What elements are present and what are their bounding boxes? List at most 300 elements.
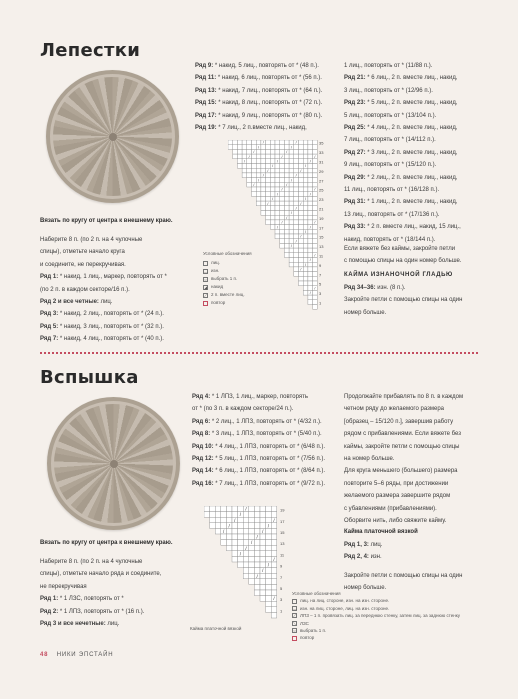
- legend-item: [203, 291, 273, 299]
- chart-symbol: /: [309, 192, 311, 197]
- instruction-line: [344, 416, 463, 428]
- chart-cell: [303, 286, 308, 291]
- chart-cell: [299, 239, 304, 244]
- legend-label: повтор: [211, 300, 226, 305]
- chart-cell: [256, 182, 261, 187]
- chart-row-number: 1: [280, 608, 283, 614]
- chart-cell: [270, 206, 275, 211]
- chart-cell: [275, 206, 280, 211]
- chart-cell: [308, 229, 313, 234]
- chart-cell: [299, 225, 304, 230]
- chart-cell: [275, 178, 280, 183]
- chart-cell: [308, 220, 313, 225]
- chart-cell: [271, 523, 277, 529]
- chart-cell: [266, 573, 272, 579]
- chart-cell: [237, 145, 242, 150]
- chart-cell: [260, 584, 266, 590]
- instruction-text: на номер больше.: [344, 456, 395, 463]
- chart-cell: [226, 512, 232, 518]
- chart-cell: [271, 590, 277, 596]
- chart-cell: [232, 528, 238, 534]
- instruction-line: [344, 570, 462, 582]
- instruction-text: * накид, 8 лиц., повторять от * (72 п.).: [218, 100, 323, 107]
- instruction-line: [344, 110, 461, 122]
- chart-cell: [303, 225, 308, 230]
- chart-cell: [294, 168, 299, 173]
- chart-cell: [260, 562, 266, 568]
- chart-cell: [256, 192, 261, 197]
- legend-label: накид: [211, 284, 224, 289]
- chart-cell: [271, 512, 277, 518]
- chart-cell: [271, 568, 277, 574]
- instruction-text: с помощью спицы на один номер больше.: [344, 258, 462, 265]
- row-label: Ряд 4:: [192, 394, 212, 400]
- chart-cell: [249, 556, 255, 562]
- instruction-line: [344, 551, 383, 563]
- instruction-line: [344, 209, 461, 221]
- chart-cell: [313, 290, 318, 295]
- instruction-line: [344, 159, 461, 171]
- chart-symbol: /: [258, 178, 260, 183]
- chart-cell: [308, 211, 313, 216]
- instruction-line: [344, 85, 461, 97]
- instruction-line: [40, 246, 167, 258]
- burst-instructions-left: [40, 556, 161, 630]
- chart-cell: [247, 149, 252, 154]
- chart-cell: [252, 145, 257, 150]
- chart-cell: [266, 607, 272, 613]
- chart-cell: [289, 140, 294, 145]
- chart-cell: [308, 140, 313, 145]
- row-label: Ряд 1:: [40, 596, 60, 603]
- chart-cell: [270, 211, 275, 216]
- chart-cell: [270, 173, 275, 178]
- chart-cell: [249, 506, 255, 512]
- legend-item: [203, 259, 273, 267]
- chart-cell: [313, 267, 318, 272]
- chart-cell: [215, 523, 221, 529]
- chart-cell: [254, 540, 260, 546]
- chart-cell: [280, 206, 285, 211]
- chart-cell: [221, 512, 227, 518]
- instruction-line: [344, 221, 461, 233]
- instruction-text: номер больше.: [344, 585, 387, 592]
- chart-cell: [280, 168, 285, 173]
- instruction-text: Закройте петли с помощью спицы на один: [344, 573, 463, 579]
- chart-cell: [243, 534, 249, 540]
- chart-row-number: 3: [280, 597, 283, 603]
- chart-cell: [275, 182, 280, 187]
- legend-label: ЛПЗ – 1 п. провязать лиц. за переднюю стенку, затем лиц. за заднюю стенку: [300, 613, 461, 619]
- chart-cell: [270, 159, 275, 164]
- chart-cell: [260, 523, 266, 529]
- chart-cell: [232, 512, 238, 518]
- chart-cell: [256, 168, 261, 173]
- chart-symbol: /: [256, 573, 258, 579]
- chart-symbol: /: [267, 562, 270, 568]
- instruction-line: [40, 333, 167, 345]
- chart-cell: [303, 145, 308, 150]
- instruction-line: [192, 403, 325, 415]
- chart-cell: [261, 164, 266, 169]
- chart-cell: [221, 540, 227, 546]
- chart-cell: [299, 206, 304, 211]
- chart-symbol: /: [295, 173, 297, 178]
- chart-cell: [266, 579, 272, 585]
- chart-cell: [299, 262, 304, 267]
- chart-cell: [254, 512, 260, 518]
- chart-cell: [299, 173, 304, 178]
- chart-cell: [254, 562, 260, 568]
- instruction-text: * накид, 3 лиц., повторять от * (32 п.).: [59, 323, 164, 330]
- chart-cell: [256, 149, 261, 154]
- chart-row-number: 29: [319, 168, 324, 174]
- chart-cell: [289, 262, 294, 267]
- chart-cell: [303, 220, 308, 225]
- chart-symbol: /: [272, 197, 274, 202]
- chart-cell: [266, 140, 271, 145]
- chart-symbol: /: [300, 201, 302, 206]
- row-label: Ряд 23:: [344, 100, 368, 107]
- chart-cell: [294, 149, 299, 154]
- chart-cell: [270, 187, 275, 192]
- chart-cell: [313, 243, 318, 248]
- instruction-text: * накид, 1 лиц., маркер, повторять от *: [59, 274, 167, 281]
- chart-cell: [243, 540, 249, 546]
- chart-cell: [261, 196, 266, 201]
- chart-cell: [243, 573, 249, 579]
- instruction-line: [344, 403, 463, 415]
- row-label: Ряд 21:: [344, 75, 368, 82]
- petals-border-heading: КАЙМА ИЗНАНОЧНОЙ ГЛАДЬЮ: [344, 272, 453, 278]
- instruction-line: [344, 184, 461, 196]
- chart-cell: [266, 196, 271, 201]
- chart-cell: [299, 272, 304, 277]
- instruction-text: каймы, закройте петли с помощью спицы: [344, 443, 460, 450]
- chart-cell: [294, 234, 299, 239]
- row-label: Ряд 19:: [195, 125, 219, 132]
- chart-cell: [249, 562, 255, 568]
- row-label: Ряд 29:: [344, 174, 368, 181]
- chart-cell: [313, 159, 318, 164]
- chart-cell: [275, 145, 280, 150]
- chart-cell: [308, 196, 313, 201]
- chart-cell: [284, 253, 289, 258]
- chart-cell: [303, 239, 308, 244]
- chart-cell: [270, 220, 275, 225]
- chart-cell: [242, 164, 247, 169]
- chart-cell: [252, 159, 257, 164]
- chart-cell: [261, 159, 266, 164]
- petals-swatch-image: [46, 70, 179, 203]
- chart-cell: [308, 239, 313, 244]
- chart-cell: [289, 258, 294, 263]
- legend-symbol-icon: —: [204, 268, 208, 274]
- instruction-text: и соедините, не перекручивая.: [40, 261, 126, 268]
- row-label: Ряд 2 и все четные:: [40, 299, 101, 306]
- instruction-text: * накид, 7 лиц., повторять от * (64 п.).: [218, 87, 323, 94]
- chart-cell: [242, 145, 247, 150]
- page-number: 48: [40, 652, 49, 658]
- burst-border-text: [344, 539, 383, 564]
- chart-symbol: /: [309, 225, 311, 230]
- row-label: Ряд 11:: [195, 75, 218, 82]
- instruction-text: * 4 лиц., 1 ЛПЗ, повторять от * (6/48 п.).: [215, 443, 326, 450]
- chart-cell: [237, 164, 242, 169]
- chart-cell: [280, 215, 285, 220]
- chart-cell: [313, 164, 318, 169]
- chart-cell: [232, 540, 238, 546]
- chart-cell: [243, 517, 249, 523]
- chart-cell: [284, 234, 289, 239]
- chart-row-number: 9: [319, 262, 322, 268]
- chart-symbol: /: [243, 159, 245, 164]
- chart-cell: [313, 248, 318, 253]
- chart-cell: [294, 215, 299, 220]
- row-label: Ряд 7:: [40, 336, 60, 343]
- petals-instructions-left: [40, 234, 167, 346]
- chart-cell: [256, 154, 261, 159]
- row-label: Ряд 16:: [192, 480, 216, 487]
- chart-cell: [266, 149, 271, 154]
- footer-author: НИКИ ЭПСТАЙН: [56, 652, 114, 658]
- chart-cell: [299, 196, 304, 201]
- chart-cell: [270, 182, 275, 187]
- chart-cell: [284, 168, 289, 173]
- chart-cell: [294, 258, 299, 263]
- chart-cell: [261, 145, 266, 150]
- petals-border-text: [344, 282, 462, 319]
- chart-cell: [242, 154, 247, 159]
- chart-cell: [266, 556, 272, 562]
- instruction-text: * накид, 2 лиц., повторять от * (24 п.).: [59, 311, 164, 318]
- chart-cell: [266, 590, 272, 596]
- chart-cell: [284, 178, 289, 183]
- instruction-text: с убавлениями (прибавлениями).: [344, 505, 437, 512]
- chart-cell: [303, 267, 308, 272]
- chart-cell: [238, 534, 244, 540]
- chart-cell: [271, 551, 277, 557]
- chart-cell: [299, 182, 304, 187]
- instruction-line: [344, 134, 461, 146]
- instruction-text: * 1 ЛПЗ, повторять от * (16 п.).: [59, 608, 145, 615]
- chart-cell: [275, 187, 280, 192]
- chart-cell: [260, 534, 266, 540]
- chart-row-number: 15: [280, 530, 285, 535]
- chart-cell: [289, 154, 294, 159]
- chart-cell: [294, 225, 299, 230]
- chart-cell: [280, 145, 285, 150]
- legend-symbol-icon: [203, 301, 208, 306]
- legend-item: [292, 597, 492, 604]
- instruction-line: [344, 478, 463, 490]
- chart-symbol: /: [267, 523, 270, 529]
- instruction-line: [344, 97, 461, 109]
- legend-label: 2 п. вместе лиц.: [211, 292, 245, 297]
- chart-cell: [252, 173, 257, 178]
- burst-border-heading: Кайма платочной вязкой: [344, 529, 418, 535]
- chart-cell: [284, 192, 289, 197]
- chart-cell: [289, 253, 294, 258]
- chart-cell: [308, 168, 313, 173]
- chart-symbol: /: [300, 267, 302, 272]
- chart-cell: [238, 562, 244, 568]
- chart-cell: [299, 164, 304, 169]
- chart-cell: [247, 140, 252, 145]
- chart-cell: [280, 196, 285, 201]
- chart-cell: [299, 159, 304, 164]
- burst-legend: [292, 590, 492, 642]
- instruction-line: [344, 60, 461, 72]
- chart-cell: [275, 196, 280, 201]
- chart-cell: [260, 512, 266, 518]
- burst-chart-caption: Кайма платочной вязкой: [190, 626, 242, 631]
- chart-cell: [299, 281, 304, 286]
- chart-cell: [308, 173, 313, 178]
- chart-cell: [260, 506, 266, 512]
- chart-cell: [313, 276, 318, 281]
- row-label: Ряд 10:: [192, 443, 216, 450]
- row-label: Ряд 3 и все нечетные:: [40, 621, 108, 628]
- instruction-text: Наберите 8 п. (по 2 п. на 4 чулочные: [40, 559, 143, 565]
- chart-cell: [261, 149, 266, 154]
- chart-cell: [280, 201, 285, 206]
- chart-cell: [289, 196, 294, 201]
- chart-cell: [204, 512, 210, 518]
- chart-cell: [260, 573, 266, 579]
- chart-cell: [294, 187, 299, 192]
- chart-cell: [266, 512, 272, 518]
- chart-cell: [238, 540, 244, 546]
- chart-cell: [266, 551, 272, 557]
- instruction-text: 9 лиц., повторять от * (15/120 п.).: [344, 162, 437, 169]
- chart-cell: [226, 545, 232, 551]
- chart-symbol: /: [281, 220, 283, 225]
- chart-symbol: /: [262, 140, 264, 145]
- chart-cell: [221, 534, 227, 540]
- chart-cell: [280, 140, 285, 145]
- chart-cell: [260, 596, 266, 602]
- instruction-line: [195, 60, 322, 72]
- chart-cell: [266, 182, 271, 187]
- instruction-text: рядом с прибавлениями. Если вяжете без: [344, 431, 461, 438]
- chart-row-number: 3: [319, 291, 322, 297]
- petals-after-text: [344, 243, 462, 268]
- chart-cell: [260, 551, 266, 557]
- instruction-line: [195, 85, 322, 97]
- instruction-text: накид, повторять от * (18/144 п.).: [344, 236, 436, 243]
- chart-cell: [281, 154, 289, 159]
- chart-cell: [303, 258, 308, 263]
- instruction-line: [344, 255, 462, 267]
- instruction-line: [40, 606, 161, 618]
- chart-cell: [308, 182, 313, 187]
- chart-row-number: 1: [319, 300, 322, 306]
- chart-cell: [303, 276, 308, 281]
- chart-cell: [313, 281, 318, 286]
- chart-cell: [299, 187, 304, 192]
- legend-item: [292, 605, 492, 612]
- chart-symbol: /: [276, 225, 278, 230]
- instruction-line: [344, 539, 383, 551]
- chart-cell: [256, 164, 261, 169]
- chart-cell: [260, 545, 266, 551]
- chart-row-number: 11: [319, 253, 324, 259]
- chart-cell: [294, 201, 299, 206]
- chart-cell: [275, 164, 280, 169]
- chart-cell: [289, 159, 294, 164]
- chart-cell: [313, 211, 318, 216]
- chart-symbol: /: [281, 187, 283, 192]
- chart-symbol: /: [314, 286, 316, 291]
- chart-symbol: /: [239, 551, 242, 557]
- instruction-line: [344, 196, 461, 208]
- chart-cell: [294, 159, 299, 164]
- chart-cell: [308, 262, 313, 267]
- chart-symbol: /: [305, 164, 307, 169]
- chart-cell: [232, 523, 238, 529]
- chart-row-number: 7: [280, 574, 283, 580]
- chart-cell: [237, 154, 242, 159]
- instruction-text: * 5 лиц., 1 ЛПЗ, повторять от * (7/56 п.).: [215, 456, 326, 463]
- chart-cell: [271, 601, 277, 607]
- chart-cell: [260, 556, 266, 562]
- chart-cell: [261, 187, 266, 192]
- instruction-text: * 2 п. вместе лиц., накид, 15 лиц.,: [367, 224, 461, 231]
- chart-cell: [221, 506, 227, 512]
- chart-cell: [215, 528, 221, 534]
- instruction-text: 3 лиц., повторять от * (12/96 п.).: [344, 87, 433, 94]
- chart-cell: [238, 517, 244, 523]
- instruction-text: 7 лиц., повторять от * (14/112 п.).: [344, 137, 436, 144]
- chart-cell: [303, 290, 308, 295]
- instruction-line: [192, 465, 325, 477]
- instruction-line: [344, 515, 463, 527]
- chart-row-number: 5: [280, 586, 283, 591]
- chart-symbol: /: [258, 145, 260, 150]
- chart-cell: [261, 206, 266, 211]
- legend-item: [292, 612, 492, 619]
- instruction-text: * накид, 9 лиц., повторять от * (80 п.).: [218, 112, 323, 119]
- chart-cell: [266, 568, 272, 574]
- chart-symbol: /: [295, 140, 297, 145]
- chart-cell: [294, 211, 299, 216]
- chart-symbol: /: [273, 557, 275, 562]
- instruction-text: * 2 лиц., 2 п. вместе лиц., накид,: [367, 174, 458, 181]
- chart-cell: [256, 196, 261, 201]
- chart-cell: [266, 584, 272, 590]
- chart-cell: [289, 225, 294, 230]
- chart-cell: [266, 601, 272, 607]
- instruction-line: [192, 453, 325, 465]
- instruction-text: * 1 ЛЗС, повторять от *: [59, 596, 124, 603]
- chart-cell: [299, 211, 304, 216]
- chart-cell: [280, 173, 285, 178]
- instruction-text: четном ряду до желаемого размера: [344, 406, 444, 413]
- chart-cell: [313, 272, 318, 277]
- legend-label: лиц.: [211, 260, 220, 265]
- chart-cell: [238, 556, 244, 562]
- instruction-line: [344, 503, 463, 515]
- chart-cell: [308, 145, 313, 150]
- chart-cell: [280, 229, 285, 234]
- chart-cell: [249, 512, 255, 518]
- chart-cell: [308, 234, 313, 239]
- chart-cell: [271, 612, 277, 618]
- petals-caption: Вязать по кругу от центра к внешнему краю.: [40, 218, 173, 224]
- chart-cell: [275, 215, 280, 220]
- chart-cell: [294, 253, 299, 258]
